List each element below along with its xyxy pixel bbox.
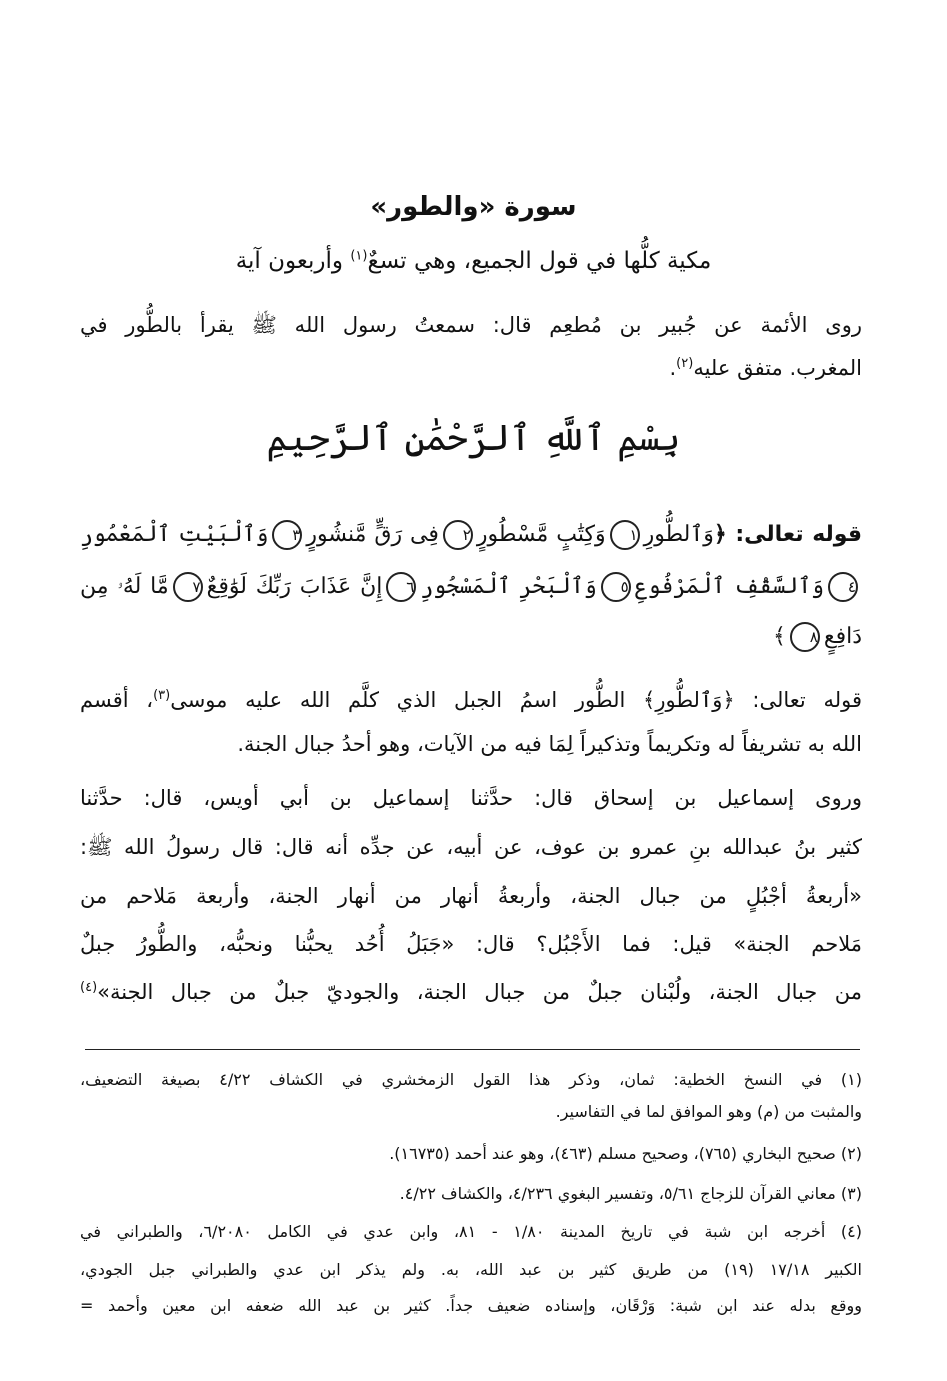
ayah-number-2: ٢	[443, 520, 473, 550]
commentary-p2-line-1: وروى إسماعيل بن إسحاق قال: حدَّثنا إسماعيل بن أبي أويس، قال: حدَّثنا	[80, 786, 862, 810]
verse-line-1	[80, 520, 862, 550]
intro-line-1: روى الأئمة عن جُبير بن مُطعِم قال: سمعتُ رسول الله ﷺ يقرأ بالطُّور في	[80, 313, 862, 337]
footnote-ref-4: (٤)	[80, 980, 98, 995]
ayah-number-1: ١	[610, 520, 640, 550]
commentary-text: من جبال الجنة، ولُبْنان جبلٌ من جبال الجنة، والجوديّ جبلٌ من جبال الجنة»	[97, 980, 862, 1004]
footnote-divider	[85, 1049, 860, 1050]
intro-text: المغرب. متفق عليه	[693, 356, 862, 380]
subtitle-text: مكية كلُّها في قول الجميع، وهي تسعٌ	[367, 248, 712, 274]
commentary-text: قوله تعالى: ﴿وَٱلطُّورِ﴾ الطُّور اسمُ الجبل الذي كلَّم الله عليه موسى	[170, 688, 862, 712]
ayah-number-5: ٥	[601, 572, 631, 602]
commentary-p2-line-5	[80, 980, 862, 1004]
ayah-number-8: ٨	[790, 622, 820, 652]
commentary-p2-line-2: كثير بنُ عبدالله بنِ عمرو بن عوف، عن أبيه، عن جدِّه أنه قال: قال رسولُ الله ﷺ:	[80, 835, 862, 859]
intro-end: .	[669, 356, 677, 380]
ayah-number-4: ٤	[828, 572, 858, 602]
footnote-3: (٣) معاني القرآن للزجاج ٥/٦١، وتفسير البغوي ٤/٢٣٦، والكشاف ٤/٢٢.	[399, 1184, 862, 1203]
verse-8-end: دَافِعٍ	[823, 624, 862, 649]
footnote-1-line-2: والمثبت من (م) وهو الموافق لما في التفاسير.	[555, 1102, 862, 1121]
commentary-p1-line-1	[80, 688, 862, 712]
verse-line-2	[80, 572, 862, 602]
commentary-p2-line-3: «أربعةُ أجْبُلٍ من جبال الجنة، وأربعةُ أنهار من أنهار الجنة، وأربعة مَلاحم من	[80, 884, 862, 908]
footnote-4-line-3: ووقع بدله عند ابن شبة: وَرْقَان، وإسناده ضعيف جداً. كثير بن عبد الله ضعفه ابن معين وأحمد =	[80, 1296, 862, 1315]
footnote-2: (٢) صحيح البخاري (٧٦٥)، وصحيح مسلم (٤٦٣)، وهو عند أحمد (١٦٧٣٥).	[389, 1144, 862, 1163]
verse-7: إِنَّ عَذَابَ رَبِّكَ لَوَٰقِعٌ	[206, 574, 383, 599]
verse-8-start: مَّا لَهُۥ مِن	[80, 574, 169, 599]
verse-lead: قوله تعالى: ﴿	[713, 522, 862, 547]
commentary-text-end: ، أقسم	[80, 688, 154, 712]
basmala: بِسْمِ ٱللَّهِ ٱلرَّحْمَٰنِ ٱلرَّحِيمِ	[266, 418, 681, 459]
ayah-number-3: ٣	[272, 520, 302, 550]
commentary-p1-line-2: الله به تشريفاً له وتكريماً وتذكيراً لِمَا فيه من الآيات، وهو أحدُ جبال الجنة.	[237, 732, 862, 756]
ayah-number-6: ٦	[386, 572, 416, 602]
verse-3: فِى رَقٍّ مَّنشُورٍ	[306, 522, 439, 547]
verse-2: وَكِتَٰبٍ مَّسْطُورٍ	[476, 522, 606, 547]
verse-close: ﴾	[772, 624, 786, 649]
footnote-ref-1: (١)	[350, 248, 368, 264]
verse-6: وَٱلْبَحْرِ ٱلْمَسْجُورِ	[420, 574, 597, 599]
footnote-1-line-1: (١) في النسخ الخطية: ثمان، وذكر هذا القول الزمخشري في الكشاف ٤/٢٢ بصيغة التضعيف،	[80, 1070, 863, 1089]
footnote-4-line-1: (٤) أخرجه ابن شبة في تاريخ المدينة ١/٨٠ - ٨١، وابن عدي في الكامل ٦/٢٠٨٠، والطبراني في	[80, 1222, 862, 1241]
commentary-p2-line-4: مَلاحم الجنة» قيل: فما الأَجْبُل؟ قال: «جَبَلُ أُحُد يحبُّنا ونحبُّه، والطُّورُ جبلٌ	[80, 932, 862, 956]
surah-title: سورة «والطور»	[370, 192, 577, 222]
intro-line-2	[80, 356, 862, 380]
verse-1: وَٱلطُّورِ	[643, 522, 714, 547]
footnote-ref-3: (٣)	[153, 688, 171, 703]
verse-4: وَٱلْبَيْتِ ٱلْمَعْمُورِ	[80, 522, 269, 547]
footnote-ref-2: (٢)	[676, 356, 694, 371]
verse-5: وَٱلسَّقْفِ ٱلْمَرْفُوعِ	[634, 574, 824, 599]
subtitle-text-end: وأربعون آية	[235, 248, 351, 274]
ayah-number-7: ٧	[173, 572, 203, 602]
verse-line-3	[80, 622, 862, 652]
surah-subtitle	[0, 248, 947, 274]
footnote-4-line-2: الكبير ١٧/١٨ (١٩) من طريق كثير بن عبد الله، به. ولم يذكر ابن عدي والطبراني جبل الجودي،	[80, 1260, 862, 1279]
